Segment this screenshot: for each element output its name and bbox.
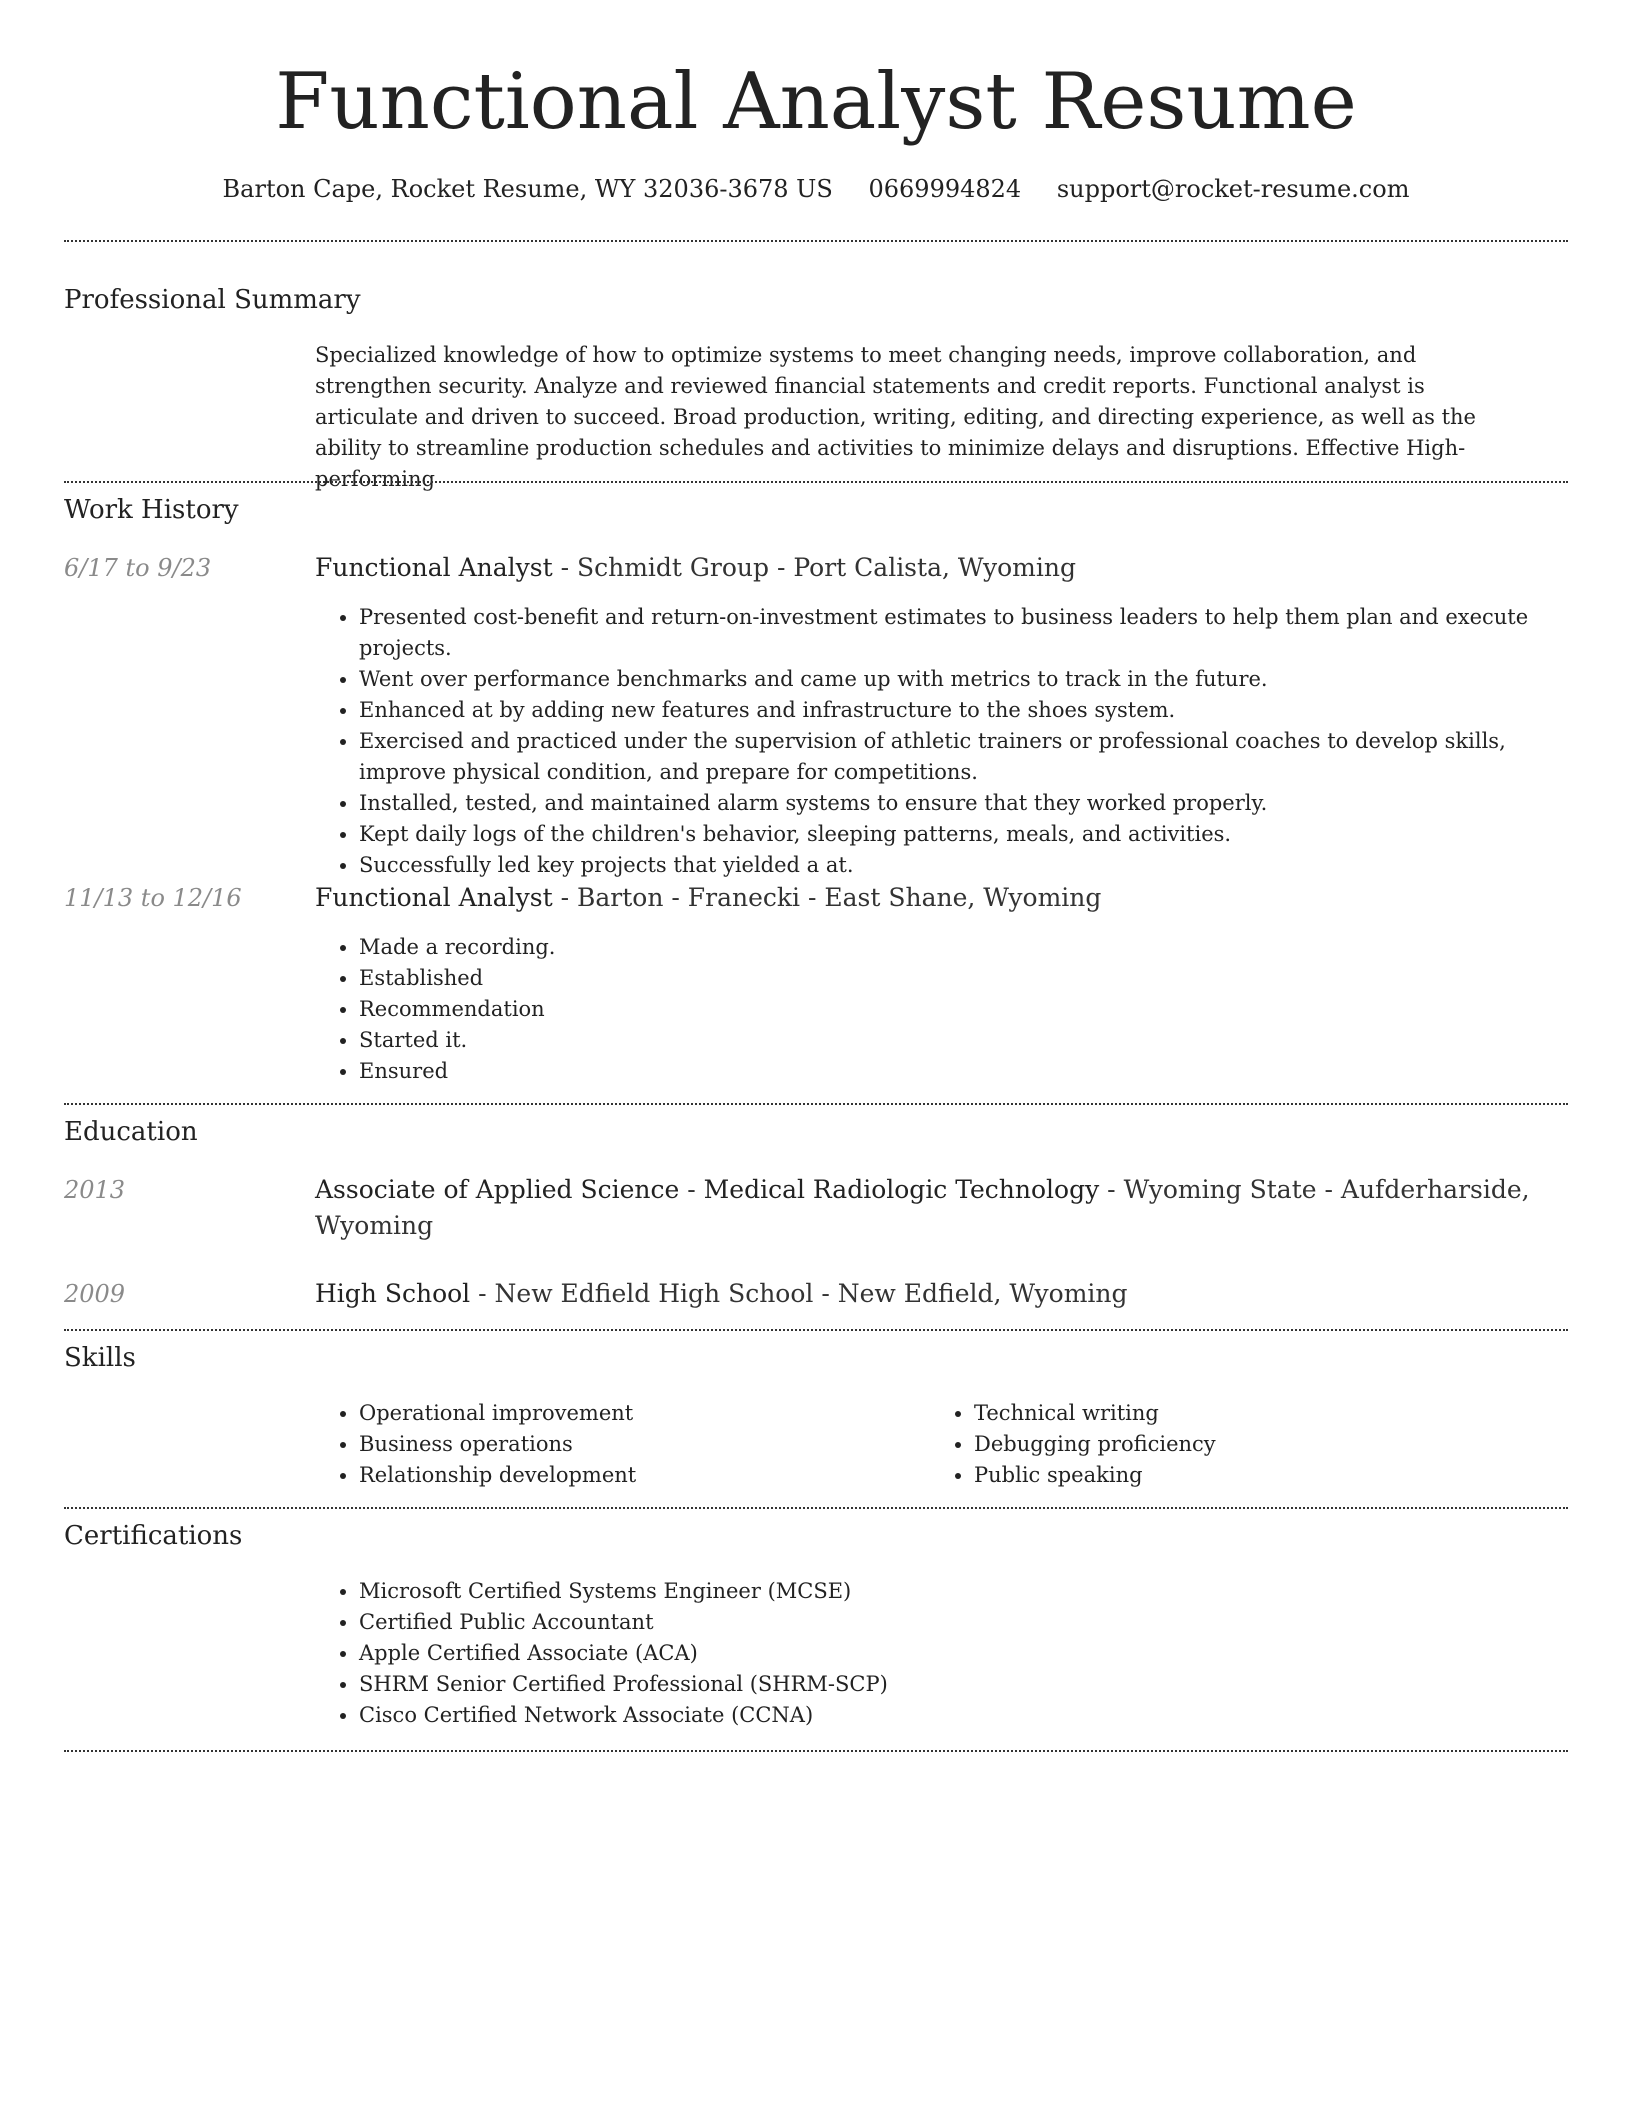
- title-separator: -: [800, 883, 825, 912]
- education-year: 2013: [64, 1176, 126, 1204]
- list-item: • Debugging proficiency: [974, 1429, 1530, 1460]
- list-item: • SHRM Senior Certified Professional (SHRM-SCP): [359, 1669, 1568, 1700]
- list-item: • Enhanced at by adding new features and infrastructure to the shoes system.: [359, 695, 1568, 726]
- job-role: Functional Analyst: [315, 553, 553, 582]
- summary-text: Specialized knowledge of how to optimize systems to meet changing needs, improve collaboration, and strengthen security. Analyze and reviewed financial statements and credit reports. Functional analyst is articulate and driven to succeed. Broad production, writing, editing, and directing experience, as well as the ability to streamline production schedules and activities to minimize delays and disruptions. Effective High-performing: [315, 343, 1476, 491]
- list-item: • Successfully led key projects that yielded a at.: [359, 850, 1568, 881]
- section-divider: [64, 481, 1568, 483]
- education-location: New Edfield, Wyoming: [837, 1279, 1128, 1308]
- education-location: Aufderharside,: [1340, 1175, 1530, 1204]
- list-item: • Relationship development: [359, 1460, 915, 1491]
- job-dates: 6/17 to 9/23: [64, 554, 212, 582]
- contact-line: [64, 170, 1568, 208]
- list-item: • Business operations: [359, 1429, 915, 1460]
- title-separator: -: [470, 1279, 495, 1308]
- job-title: [315, 880, 1568, 916]
- list-item: • Exercised and practiced under the supervision of athletic trainers or professional coaches to develop skills, improve physical condition, and prepare for competitions.: [359, 726, 1568, 788]
- certifications-list: [315, 1576, 1568, 1731]
- list-item: • Microsoft Certified Systems Engineer (MCSE): [359, 1576, 1568, 1607]
- summary-heading: Professional Summary: [64, 285, 361, 315]
- title-separator: -: [1316, 1175, 1341, 1204]
- section-divider: [64, 1507, 1568, 1509]
- list-item: • Went over performance benchmarks and came up with metrics to track in the future.: [359, 664, 1568, 695]
- list-item: • Operational improvement: [359, 1398, 915, 1429]
- education-degree: High School: [315, 1279, 471, 1308]
- contact-phone: 0669994824: [868, 175, 1022, 203]
- section-divider: [64, 240, 1568, 242]
- list-item: • Ensured: [359, 1056, 1568, 1087]
- certifications-heading: Certifications: [64, 1521, 243, 1551]
- work-history-heading: Work History: [64, 495, 239, 525]
- education-degree: Associate of Applied Science: [315, 1175, 680, 1204]
- title-separator: -: [552, 553, 577, 582]
- education-school: Wyoming State: [1123, 1175, 1317, 1204]
- list-item: • Cisco Certified Network Associate (CCNA): [359, 1700, 1568, 1731]
- title-separator: -: [813, 1279, 838, 1308]
- job-dates: 11/13 to 12/16: [64, 884, 242, 912]
- job-location: Port Calista, Wyoming: [793, 553, 1076, 582]
- list-item: • Installed, tested, and maintained alarm systems to ensure that they worked properly.: [359, 788, 1568, 819]
- skills-heading: Skills: [64, 1343, 136, 1373]
- job-location: East Shane, Wyoming: [824, 883, 1102, 912]
- list-item: • Made a recording.: [359, 932, 1568, 963]
- list-item: • Public speaking: [974, 1460, 1530, 1491]
- title-separator: -: [1099, 1175, 1124, 1204]
- section-divider: [64, 1329, 1568, 1331]
- list-item: • Certified Public Accountant: [359, 1607, 1568, 1638]
- list-item: • Apple Certified Associate (ACA): [359, 1638, 1568, 1669]
- education-year: 2009: [64, 1280, 126, 1308]
- education-title: [315, 1276, 1568, 1312]
- title-separator: -: [552, 883, 577, 912]
- job-bullets: [315, 602, 1568, 881]
- title-separator: -: [679, 1175, 704, 1204]
- list-item: • Established: [359, 963, 1568, 994]
- list-item: • Technical writing: [974, 1398, 1530, 1429]
- section-divider: [64, 1750, 1568, 1752]
- list-item: • Presented cost-benefit and return-on-investment estimates to business leaders to help them plan and execute projects.: [359, 602, 1568, 664]
- education-heading: Education: [64, 1117, 198, 1147]
- education-title: [315, 1172, 1568, 1244]
- section-divider: [64, 1103, 1568, 1105]
- job-employer: Schmidt Group: [577, 553, 770, 582]
- contact-email[interactable]: support@rocket-resume.com: [1056, 175, 1410, 203]
- contact-address: Barton Cape, Rocket Resume, WY 32036-3678 US: [222, 175, 833, 203]
- education-school: New Edfield High School: [494, 1279, 814, 1308]
- list-item: • Started it.: [359, 1025, 1568, 1056]
- job-employer: Barton - Franecki: [577, 883, 801, 912]
- resume-title: Functional Analyst Resume: [275, 57, 1357, 147]
- skills-list-right: [930, 1398, 1530, 1491]
- job-bullets: [315, 932, 1568, 1087]
- skills-list-left: [315, 1398, 915, 1491]
- list-item: • Kept daily logs of the children's behavior, sleeping patterns, meals, and activities.: [359, 819, 1568, 850]
- title-separator: -: [769, 553, 794, 582]
- job-title: [315, 550, 1568, 586]
- job-role: Functional Analyst: [315, 883, 553, 912]
- education-location: Wyoming: [315, 1211, 434, 1240]
- list-item: • Recommendation: [359, 994, 1568, 1025]
- education-field: Medical Radiologic Technology: [703, 1175, 1100, 1204]
